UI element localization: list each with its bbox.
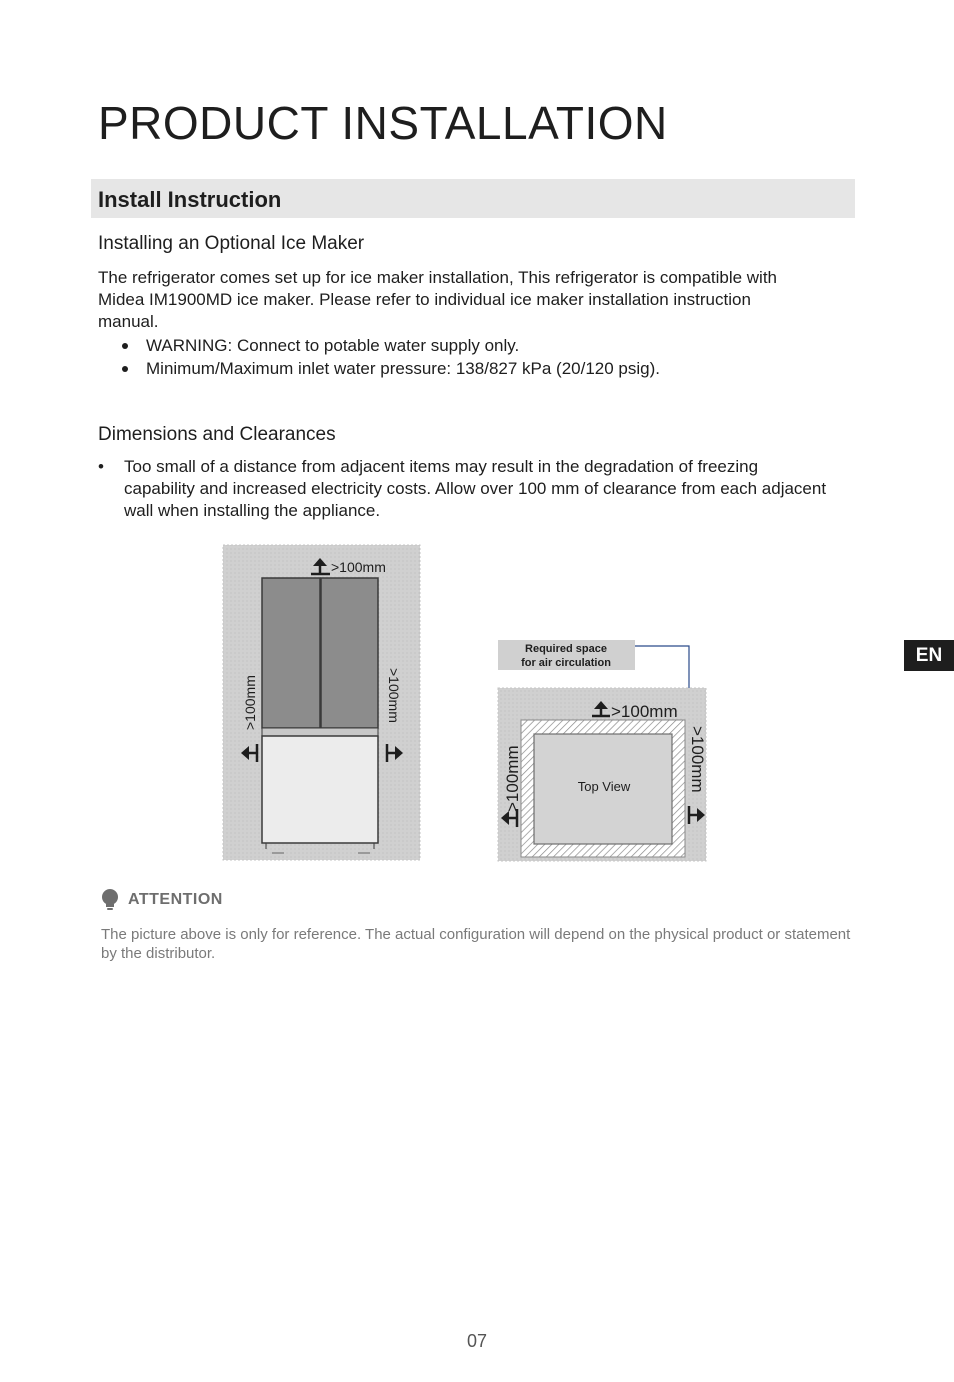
ice-maker-heading: Installing an Optional Ice Maker [98,233,365,254]
callout-line-1: Required space [525,643,607,655]
front-right-clearance-label: >100mm [386,668,402,723]
list-item: • Too small of a distance from adjacent items may result in the degradation of freezing capability and increased electricity costs. Allow over 100 mm of clearance from each adjacent wall when installing the appliance. [98,456,828,522]
page-title: PRODUCT INSTALLATION [98,97,668,149]
front-view-diagram [222,544,422,862]
ice-maker-bullets [98,334,818,380]
freezer-drawer [262,736,378,843]
top-view-label: Top View [577,779,631,794]
door-trim [262,728,378,736]
callout-line-2: for air circulation [521,657,611,669]
ice-maker-paragraph: The refrigerator comes set up for ice maker installation, This refrigerator is compatible with Midea IM1900MD ice maker. Please refer to individual ice maker installation instruction manual. [98,268,778,331]
attention-text: The picture above is only for reference. The actual configuration will depend on the physical product or statement by the distributor. [101,926,851,962]
front-left-clearance-label: >100mm [242,675,258,730]
page-number: 07 [466,1331,488,1351]
right-clearance-label: >100mm [688,726,707,793]
section-header-bar [91,179,855,218]
top-view-diagram [496,638,710,864]
list-item: WARNING: Connect to potable water supply only. [98,334,818,357]
left-door [262,578,320,728]
left-clearance-label: >100mm [503,745,522,812]
right-door [321,578,378,728]
section-title: Install Instruction [98,187,282,212]
top-clearance-label: >100mm [611,702,678,721]
language-tab: EN [904,640,954,671]
front-top-clearance-label: >100mm [331,559,386,575]
list-item: Minimum/Maximum inlet water pressure: 138/827 kPa (20/120 psig). [98,357,818,380]
dimensions-heading: Dimensions and Clearances [98,424,336,445]
attention-label: ATTENTION [128,891,223,908]
dimensions-bullets [98,456,828,522]
lightbulb-icon [100,889,120,911]
